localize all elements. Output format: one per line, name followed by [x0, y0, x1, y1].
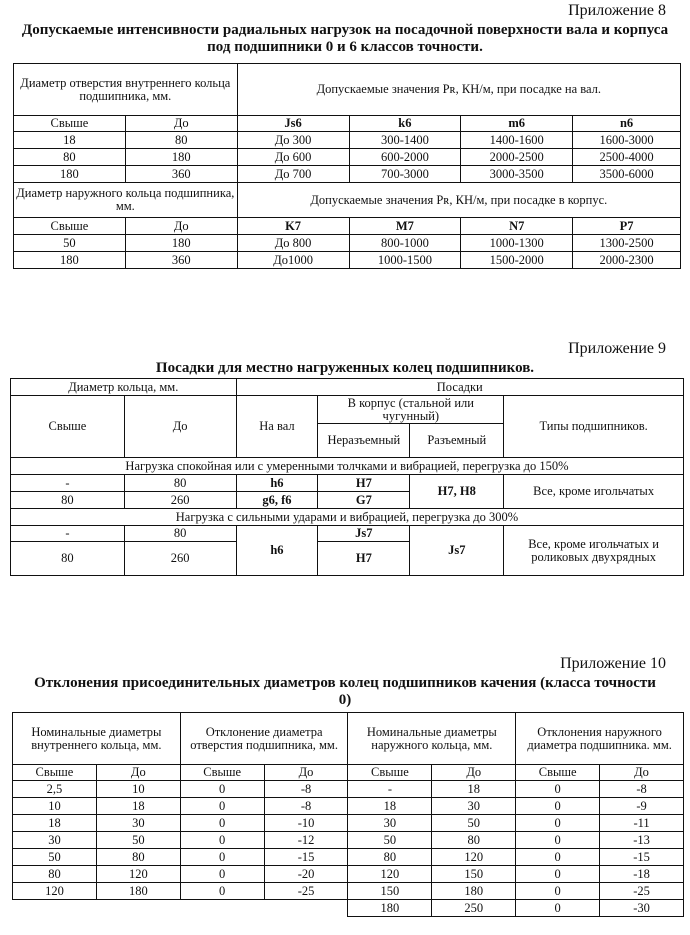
cell: 180 [96, 883, 180, 900]
col-over: Свыше [516, 765, 600, 781]
ring-diameter-header: Диаметр кольца, мм. [11, 379, 237, 396]
cell: -13 [600, 832, 684, 849]
cell: -10 [264, 815, 348, 832]
cell: 3000-3500 [461, 166, 573, 183]
col-housing: В корпус (стальной или чугунный) [318, 396, 504, 424]
appendix-9-title: Посадки для местно нагруженных колец подшипников. [155, 360, 535, 376]
cell: 180 [125, 149, 237, 166]
outer-nominal-header: Номинальные диаметры наружного кольца, мм. [348, 713, 516, 765]
cell: 18 [348, 798, 432, 815]
cell: 0 [516, 781, 600, 798]
inner-nominal-header: Номинальные диаметры внутреннего кольца, мм. [13, 713, 181, 765]
cell: G7 [318, 492, 410, 509]
cell: 80 [14, 149, 126, 166]
cell: -20 [264, 866, 348, 883]
cell: 120 [432, 849, 516, 866]
cell: 50 [14, 235, 126, 252]
col-nonsplit: Неразъемный [318, 424, 410, 458]
cell: 50 [348, 832, 432, 849]
cell: - [348, 781, 432, 798]
cell: 1500-2000 [461, 252, 573, 269]
table-row [13, 781, 684, 798]
inner-diameter-header: Диаметр отверстия внутреннего кольца подшипника, мм. [14, 64, 238, 116]
cell: 600-2000 [349, 149, 461, 166]
cell: h6 [236, 526, 318, 576]
cell: 0 [516, 798, 600, 815]
cell: 0 [180, 815, 264, 832]
cell: 80 [348, 849, 432, 866]
table-9 [10, 378, 684, 576]
bore-deviation-header: Отклонение диаметра отверстия подшипника, мм. [180, 713, 348, 765]
cell: 0 [516, 900, 600, 917]
fit-m7: M7 [349, 218, 461, 235]
cell: 260 [124, 492, 236, 509]
col-over: Свыше [348, 765, 432, 781]
outer-deviation-header: Отклонения наружного диаметра подшипника. мм. [516, 713, 684, 765]
table-10 [12, 712, 684, 917]
cell: 80 [124, 526, 236, 542]
cell: 1300-2500 [573, 235, 681, 252]
cell: До 800 [237, 235, 349, 252]
cell: 50 [432, 815, 516, 832]
cell: 30 [432, 798, 516, 815]
cell: 1000-1500 [349, 252, 461, 269]
cell: До 600 [237, 149, 349, 166]
cell: 300-1400 [349, 132, 461, 149]
cell: -18 [600, 866, 684, 883]
col-to: До [96, 765, 180, 781]
cell: 30 [348, 815, 432, 832]
cell: 0 [180, 798, 264, 815]
cell: 180 [14, 252, 126, 269]
cell: 2000-2300 [573, 252, 681, 269]
outer-diameter-header: Диаметр наружного кольца подшипника, мм. [14, 183, 238, 218]
cell: 700-3000 [349, 166, 461, 183]
cell: -15 [264, 849, 348, 866]
col-to: До [124, 396, 236, 458]
fit-p7: P7 [573, 218, 681, 235]
cell: 180 [432, 883, 516, 900]
cell: 2500-4000 [573, 149, 681, 166]
col-over: Свыше [13, 765, 97, 781]
cell: 0 [180, 849, 264, 866]
cell: 0 [516, 866, 600, 883]
cell: 80 [124, 475, 236, 492]
cell: 360 [125, 166, 237, 183]
cell: 80 [11, 492, 125, 509]
cell: Js7 [318, 526, 410, 542]
cell: 180 [348, 900, 432, 917]
col-to: До [432, 765, 516, 781]
cell: H7, H8 [410, 475, 504, 509]
cell: -11 [600, 815, 684, 832]
appendix-10-label: Приложение 10 [560, 655, 666, 672]
cell: 18 [432, 781, 516, 798]
cell: -9 [600, 798, 684, 815]
table-row [14, 166, 681, 183]
cell: 180 [14, 166, 126, 183]
cell: 18 [96, 798, 180, 815]
table-row [13, 900, 684, 917]
col-over: Свыше [180, 765, 264, 781]
cell: 1600-3000 [573, 132, 681, 149]
table-row [11, 475, 684, 492]
col-over: Свыше [14, 116, 126, 132]
fit-n7: N7 [461, 218, 573, 235]
table-row [13, 832, 684, 849]
cell: -30 [600, 900, 684, 917]
cell: -8 [600, 781, 684, 798]
cell: 50 [13, 849, 97, 866]
cell: g6, f6 [236, 492, 318, 509]
cell: 800-1000 [349, 235, 461, 252]
housing-values-header: Допускаемые значения Pʀ, КН/м, при посадке в корпус. [237, 183, 680, 218]
fit-k6: k6 [349, 116, 461, 132]
cell: 10 [96, 781, 180, 798]
cell: 0 [180, 781, 264, 798]
cell: H7 [318, 475, 410, 492]
cell: - [11, 475, 125, 492]
table-row [13, 798, 684, 815]
col-over: Свыше [14, 218, 126, 235]
col-to: До [125, 116, 237, 132]
load-condition-1: Нагрузка спокойная или с умеренными толчками и вибрацией, перегрузка до 150% [11, 458, 684, 475]
appendix-9-label: Приложение 9 [568, 340, 666, 357]
load-condition-2: Нагрузка с сильными ударами и вибрацией, перегрузка до 300% [11, 509, 684, 526]
cell: 0 [180, 883, 264, 900]
appendix-8-label: Приложение 8 [568, 2, 666, 19]
col-bearing-types: Типы подшипников. [504, 396, 684, 458]
shaft-values-header: Допускаемые значения Pʀ, КН/м, при посадке на вал. [237, 64, 680, 116]
fit-k7: K7 [237, 218, 349, 235]
appendix-10-title: Отклонения присоединительных диаметров колец подшипников качения (класса точности 0) [34, 675, 656, 708]
cell: 80 [96, 849, 180, 866]
table-row [13, 883, 684, 900]
cell [96, 900, 180, 917]
col-to: До [600, 765, 684, 781]
table-row [11, 526, 684, 542]
col-to: До [264, 765, 348, 781]
cell: h6 [236, 475, 318, 492]
cell: -25 [264, 883, 348, 900]
cell: - [11, 526, 125, 542]
cell: 120 [348, 866, 432, 883]
cell: До 700 [237, 166, 349, 183]
cell: -25 [600, 883, 684, 900]
cell: До 300 [237, 132, 349, 149]
table-row [13, 815, 684, 832]
cell: 80 [432, 832, 516, 849]
table-row [14, 235, 681, 252]
cell: 0 [180, 866, 264, 883]
cell: -8 [264, 798, 348, 815]
cell: 2000-2500 [461, 149, 573, 166]
cell: 18 [13, 815, 97, 832]
table-row [14, 252, 681, 269]
cell: До1000 [237, 252, 349, 269]
cell: -8 [264, 781, 348, 798]
cell: 180 [125, 235, 237, 252]
fit-m6: m6 [461, 116, 573, 132]
cell: 1400-1600 [461, 132, 573, 149]
cell: 30 [96, 815, 180, 832]
appendix-8-title: Допускаемые интенсивности радиальных нагрузок на посадочной поверхности вала и корпуса под подшипники 0 и 6 классов точности. [21, 22, 669, 55]
cell: Js7 [410, 526, 504, 576]
cell: 2,5 [13, 781, 97, 798]
col-shaft: На вал [236, 396, 318, 458]
cell: 10 [13, 798, 97, 815]
cell: -15 [600, 849, 684, 866]
cell [264, 900, 348, 917]
cell: 80 [11, 542, 125, 576]
cell: 0 [180, 832, 264, 849]
col-to: До [125, 218, 237, 235]
cell [13, 900, 97, 917]
table-row [13, 849, 684, 866]
cell: 80 [13, 866, 97, 883]
cell: 120 [13, 883, 97, 900]
cell: 18 [14, 132, 126, 149]
cell: 3500-6000 [573, 166, 681, 183]
cell: 80 [125, 132, 237, 149]
fits-header: Посадки [236, 379, 683, 396]
cell: 50 [96, 832, 180, 849]
col-over: Свыше [11, 396, 125, 458]
cell: 1000-1300 [461, 235, 573, 252]
table-row [14, 149, 681, 166]
cell: 0 [516, 815, 600, 832]
col-split: Разъемный [410, 424, 504, 458]
cell: 250 [432, 900, 516, 917]
table-row [14, 132, 681, 149]
fit-js6: Js6 [237, 116, 349, 132]
cell: 120 [96, 866, 180, 883]
cell: -12 [264, 832, 348, 849]
table-row [13, 866, 684, 883]
cell: 360 [125, 252, 237, 269]
cell: H7 [318, 542, 410, 576]
cell: 0 [516, 832, 600, 849]
cell: 260 [124, 542, 236, 576]
cell: 150 [432, 866, 516, 883]
cell [180, 900, 264, 917]
cell: 0 [516, 883, 600, 900]
cell: 30 [13, 832, 97, 849]
cell: 0 [516, 849, 600, 866]
fit-n6: n6 [573, 116, 681, 132]
cell: 150 [348, 883, 432, 900]
cell: Все, кроме игольчатых и роликовых двухрядных [504, 526, 684, 576]
cell: Все, кроме игольчатых [504, 475, 684, 509]
table-8 [13, 63, 681, 269]
